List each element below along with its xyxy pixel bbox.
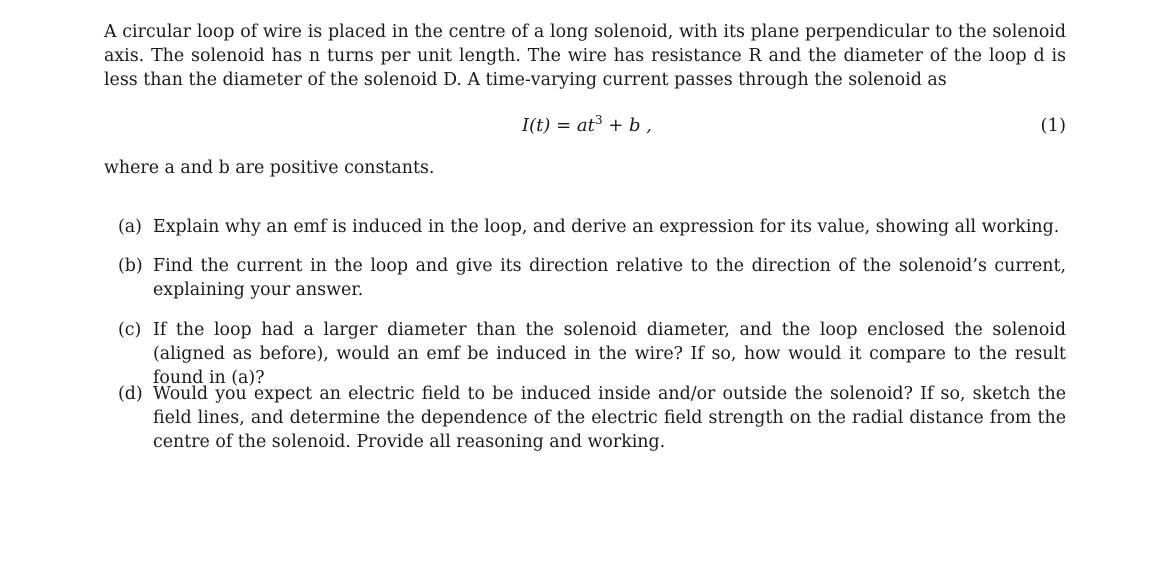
part-text: Explain why an emf is induced in the loop, and derive an expression for its value, showing all working. (153, 217, 1060, 237)
part-marker: (b) (118, 256, 143, 276)
current-equation (522, 113, 652, 139)
part-marker: (a) (118, 217, 142, 237)
question-part-a (104, 215, 1066, 239)
equation-row (104, 113, 1066, 139)
part-text: Would you expect an electric field to be induced inside and/or outside the solenoid? If so, sketch the field lines, and determine the dependence of the electric field strength on the radial distance from the centre of the solenoid. Provide all reasoning and working. (153, 384, 1066, 452)
question-part-d (104, 382, 1066, 454)
equation-number: (1) (1040, 115, 1066, 136)
question-part-c (104, 318, 1066, 390)
where-text: where a and b are positive constants. (104, 158, 435, 178)
part-text: Find the current in the loop and give its direction relative to the direction of the solenoid’s current, explaining your answer. (153, 256, 1066, 300)
question-part-b (104, 254, 1066, 302)
part-marker: (d) (118, 384, 143, 404)
part-marker: (c) (118, 320, 142, 340)
equation-exponent: 3 (594, 113, 603, 127)
equation-rhs: + b , (602, 115, 653, 136)
part-text: If the loop had a larger diameter than the solenoid diameter, and the loop enclosed the solenoid (aligned as before), would an emf be induced in the wire? If so, how would it compare to the result found in (a)? (153, 320, 1066, 388)
intro-paragraph: A circular loop of wire is placed in the centre of a long solenoid, with its plane perpendicular to the solenoid axis. The solenoid has n turns per unit length. The wire has resistance R and the diameter of the loop d is less than the diameter of the solenoid D. A time-varying current passes through the solenoid as (104, 22, 1066, 90)
equation-lhs: I(t) = at (522, 115, 595, 136)
